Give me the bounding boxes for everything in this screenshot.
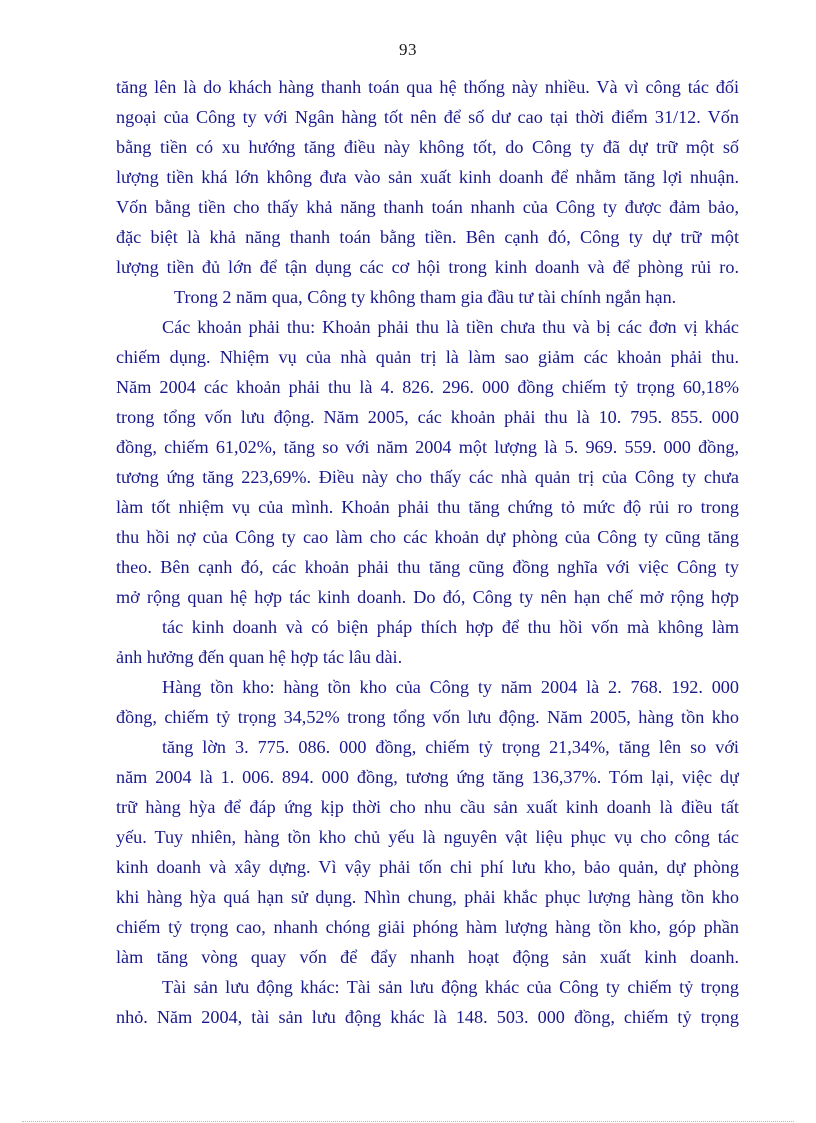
text-line: theo. Bên cạnh đó, các khoản phải thu tăng cũng đồng nghĩa với việc Công ty [116,557,739,577]
text-line: làm tốt nhiệm vụ của mình. Khoản phải thu tăng chứng tỏ mức độ rủi ro trong [116,497,739,517]
text-line: Các khoản phải thu: Khoản phải thu là tiền chưa thu và bị các đơn vị khác [162,317,739,337]
text-line: mở rộng quan hệ hợp tác kinh doanh. Do đó, Công ty nên hạn chế mở rộng hợp [116,587,739,607]
text-line: chiếm tỷ trọng cao, nhanh chóng giải phóng hàm lượng hàng tồn kho, góp phần [116,917,739,937]
footer-divider [22,1121,794,1122]
text-line: đồng, chiếm 61,02%, tăng so với năm 2004 một lượng là 5. 969. 559. 000 đồng, [116,437,739,457]
text-line: Hàng tồn kho: hàng tồn kho của Công ty năm 2004 là 2. 768. 192. 000 [162,677,739,697]
text-line: ngoại của Công ty với Ngân hàng tốt nên để số dư cao tại thời điểm 31/12. Vốn [116,107,739,127]
text-line: tương ứng tăng 223,69%. Điều này cho thấy các nhà quản trị của Công ty chưa [116,467,739,487]
text-line: Tài sản lưu động khác: Tài sản lưu động khác của Công ty chiếm tỷ trọng [162,977,739,997]
text-line: nhỏ. Năm 2004, tài sản lưu động khác là 148. 503. 000 đồng, chiếm tỷ trọng [116,1007,739,1027]
text-line: trong tổng vốn lưu động. Năm 2005, các khoản phải thu là 10. 795. 855. 000 [116,407,739,427]
text-line: lượng tiền khá lớn không đưa vào sản xuất kinh doanh để nhằm tăng lợi nhuận. [116,167,739,187]
text-line: Năm 2004 các khoản phải thu là 4. 826. 296. 000 đồng chiếm tỷ trọng 60,18% [116,377,739,397]
text-line: khi hàng hỳa quá hạn sử dụng. Nhìn chung, phải khắc phục lượng hàng tồn kho [116,887,739,907]
text-line: thu hồi nợ của Công ty cao làm cho các khoản dự phòng của Công ty cũng tăng [116,527,739,547]
text-line: Vốn bằng tiền cho thấy khả năng thanh toán nhanh của Công ty được đảm bảo, [116,197,739,217]
text-line: bằng tiền có xu hướng tăng điều này không tốt, do Công ty đã dự trữ một số [116,137,739,157]
text-line: yếu. Tuy nhiên, hàng tồn kho chủ yếu là nguyên vật liệu phục vụ cho công tác [116,827,739,847]
text-line: chiếm dụng. Nhiệm vụ của nhà quản trị là làm sao giảm các khoản phải thu. [116,347,739,367]
page-number: 93 [399,40,417,59]
text-line: làm tăng vòng quay vốn để đẩy nhanh hoạt động sản xuất kinh doanh. [116,947,739,967]
document-body [116,72,739,1032]
text-line: trữ hàng hỳa để đáp ứng kịp thời cho nhu cầu sản xuất kinh doanh là điều tất [116,797,739,817]
text-line: Trong 2 năm qua, Công ty không tham gia đầu tư tài chính ngắn hạn. [174,287,677,307]
text-line: ảnh hưởng đến quan hệ hợp tác lâu dài. [116,647,403,667]
text-line: đặc biệt là khả năng thanh toán bằng tiền. Bên cạnh đó, Công ty dự trữ một [116,227,739,247]
text-line: lượng tiền đủ lớn để tận dụng các cơ hội trong kinh doanh và để phòng rủi ro. [116,257,739,277]
text-line: tăng lờn 3. 775. 086. 000 đồng, chiếm tỷ trọng 21,34%, tăng lên so với [162,737,739,757]
text-line: tác kinh doanh và có biện pháp thích hợp để thu hồi vốn mà không làm [162,617,739,637]
text-line: năm 2004 là 1. 006. 894. 000 đồng, tương ứng tăng 136,37%. Tóm lại, việc dự [116,767,739,787]
text-line: kinh doanh và xây dựng. Vì vậy phải tốn chi phí lưu kho, bảo quản, dự phòng [116,857,739,877]
text-line: đồng, chiếm tỷ trọng 34,52% trong tổng vốn lưu động. Năm 2005, hàng tồn kho [116,707,739,727]
text-line: tăng lên là do khách hàng thanh toán qua hệ thống này nhiều. Và vì công tác đối [116,77,739,97]
